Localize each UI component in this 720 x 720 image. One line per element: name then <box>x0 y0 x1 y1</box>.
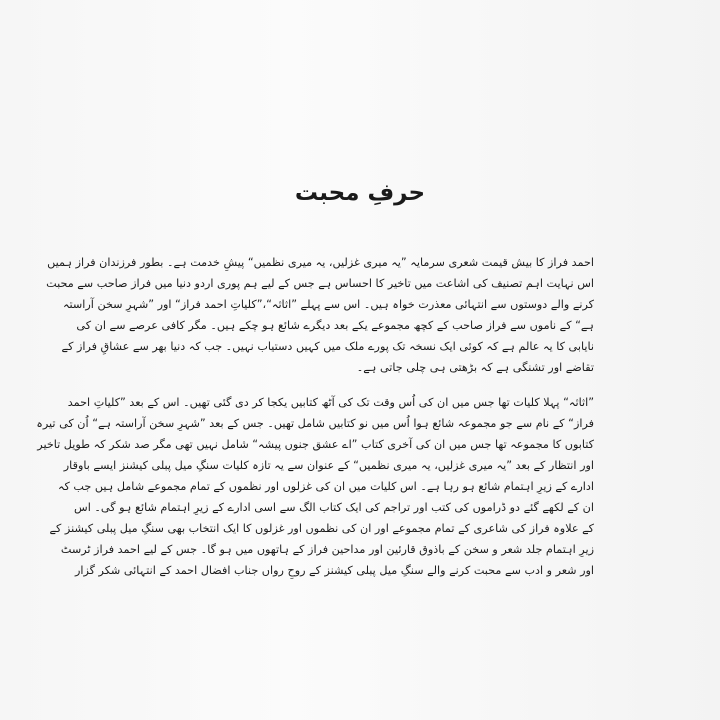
text-line: ”اثاثہ“ پہلا کلیات تھا جس میں ان کی اُس وقت تک کی آٹھ کتابیں یکجا کر دی گئی تھیں۔ اس کے بعد ”کلیاتِ احمد <box>67 396 594 409</box>
text-line: کے علاوہ فراز کی شاعری کے تمام مجموعے اور ان کی نظموں اور غزلوں کا ایک انتخاب بھی سنگِ میل پبلی کیشنز کے <box>49 522 594 535</box>
text-line: اور انتظار کے بعد ”یہ میری غزلیں، یہ میری نظمیں“ کے عنوان سے یہ تازہ کلیات سنگِ میل پبلی کیشنز ایسے باوقار <box>63 459 594 472</box>
text-line: تقاضے اور تشنگی ہے کہ بڑھتی ہی چلی جاتی ہے۔ <box>356 361 594 374</box>
text-line: کرنے والے دوستوں سے انتہائی معذرت خواہ ہیں۔ اس سے پہلے ”اثاثہ“،”کلیاتِ احمد فراز“ اور ”شہرِ سخن آراستہ <box>62 298 594 311</box>
text-line: زیرِ اہتمام جلد شعر و سخن کے باذوق قارئین اور مداحین فراز کے ہاتھوں میں ہو گا۔ جس کے لیے احمد فراز ٹرسٹ <box>60 543 594 556</box>
text-line: نایابی کا یہ عالم ہے کہ کوئی ایک نسخہ تک پورے ملک میں کہیں دستیاب نہیں۔ جب کہ دنیا بھر سے عشاقِ فراز کے <box>61 340 594 353</box>
text-line: ہے“ کے ناموں سے فراز صاحب کے کچھ مجموعے یکے بعد دیگرے شائع ہو چکے ہیں۔ مگر کافی عرصے سے ان کی <box>76 319 594 332</box>
body-text <box>36 252 594 581</box>
text-line: فراز“ کے نام سے جو مجموعہ شائع ہوا اُس میں نو کتابیں شامل تھیں۔ جس کے بعد ”شہرِ سخن آراستہ ہے“ اُن کی تیرہ <box>36 417 594 430</box>
paragraph-1 <box>46 252 594 378</box>
text-line: اور شعر و ادب سے محبت کرنے والے سنگِ میل پبلی کیشنز کے روحِ رواں جناب افضال احمد کے انتہائی شکر گزار <box>74 564 594 577</box>
paragraph-2 <box>36 392 594 581</box>
text-line: ادارے کے زیرِ اہتمام شائع ہو رہا ہے۔ اس کلیات میں ان کی غزلوں اور نظموں کے تمام مجموعے شامل ہیں جب کہ <box>57 480 594 493</box>
text-line: اس نہایت اہم تصنیف کی اشاعت میں تاخیر کا احساس ہے جس کے لیے ہم پوری اردو دنیا میں فراز صاحب سے محبت <box>46 277 594 290</box>
text-line: کتابوں کا مجموعہ تھا جس میں ان کی آخری کتاب ”اے عشق جنوں پیشہ“ شامل نہیں تھی مگر صد شکر کہ طویل تاخیر <box>37 438 594 451</box>
paragraph-gap <box>138 378 594 392</box>
text-line: ان کے لکھے گئے دو ڈراموں کی کتب اور تراجم کی ایک کتاب الگ سے اسی ادارے کے زیرِ اہتمام شائع ہو گی۔ اس <box>74 501 594 514</box>
text-line: احمد فراز کا بیش قیمت شعری سرمایہ ”یہ میری غزلیں، یہ میری نظمیں“ پیشِ خدمت ہے۔ بطور فرزندان فراز ہمیں <box>47 256 594 269</box>
page-title: حرفِ محبت <box>294 180 426 206</box>
